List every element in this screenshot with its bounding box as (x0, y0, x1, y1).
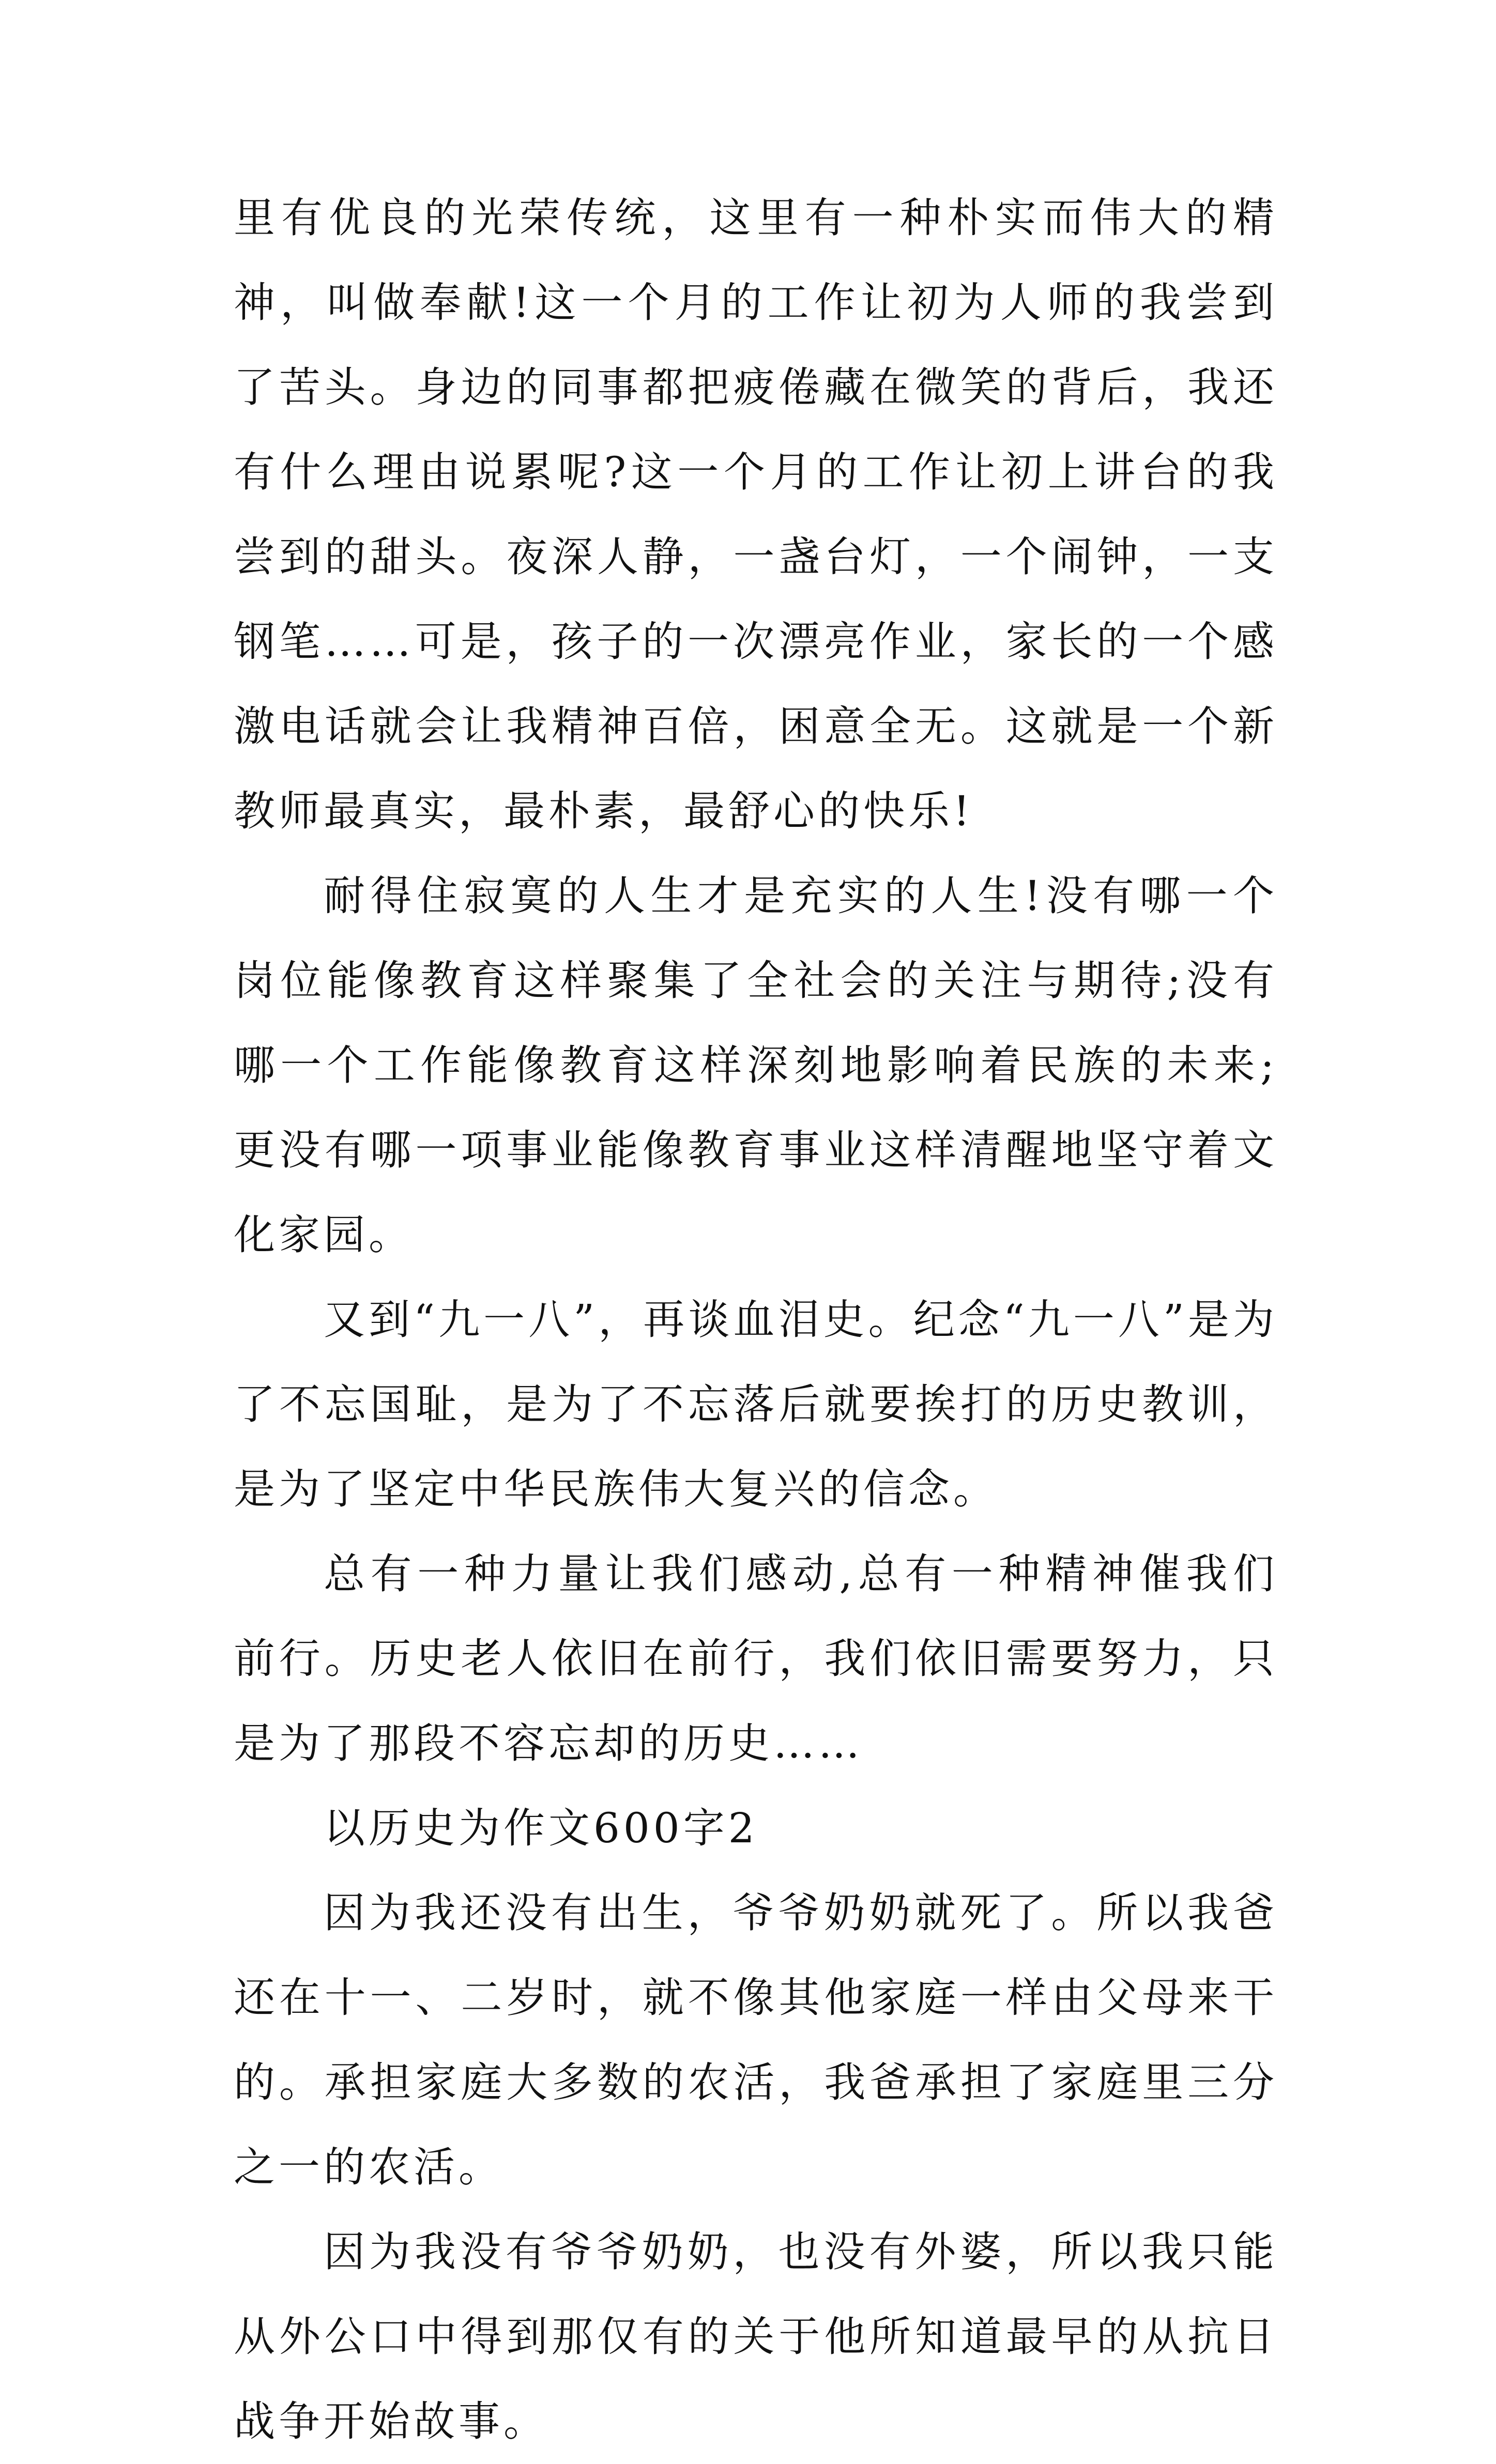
paragraph-grandparents: 因为我还没有出生，爷爷奶奶就死了。所以我爸还在十一、二岁时，就不像其他家庭一样由父母来干的。承担家庭大多数的农活，我爸承担了家庭里三分之一的农活。 (234, 1889, 1278, 2191)
paragraph-september-18: 又到“九一八”，再谈血泪史。纪念“九一八”是为了不忘国耻，是为了不忘落后就要挨打的历史教训，是为了坚定中华民族伟大复兴的信念。 (234, 1296, 1278, 1513)
document-body (234, 176, 1278, 2464)
paragraph-grandfather-story: 因为我没有爷爷奶奶，也没有外婆，所以我只能从外公口中得到那仅有的关于他所知道最早的从抗日战争开始故事。 (234, 2228, 1278, 2445)
paragraph-history-forward: 总有一种力量让我们感动,总有一种精神催我们前行。历史老人依旧在前行，我们依旧需要努力，只是为了那段不容忘却的历史…… (234, 1550, 1278, 1767)
paragraph-loneliness: 耐得住寂寞的人生才是充实的人生!没有哪一个岗位能像教育这样聚集了全社会的关注与期待;没有哪一个工作能像教育这样深刻地影响着民族的未来;更没有哪一项事业能像教育事业这样清醒地坚守着文化家园。 (234, 872, 1278, 1259)
essay-heading: 以历史为作文600字2 (324, 1804, 758, 1852)
paragraph-continuation: 里有优良的光荣传统，这里有一种朴实而伟大的精神，叫做奉献!这一个月的工作让初为人师的我尝到了苦头。身边的同事都把疲倦藏在微笑的背后，我还有什么理由说累呢?这一个月的工作让初上讲台的我尝到的甜头。夜深人静，一盏台灯，一个闹钟，一支钢笔……可是，孩子的一次漂亮作业，家长的一个感激电话就会让我精神百倍，困意全无。这就是一个新教师最真实，最朴素，最舒心的快乐! (234, 194, 1278, 835)
